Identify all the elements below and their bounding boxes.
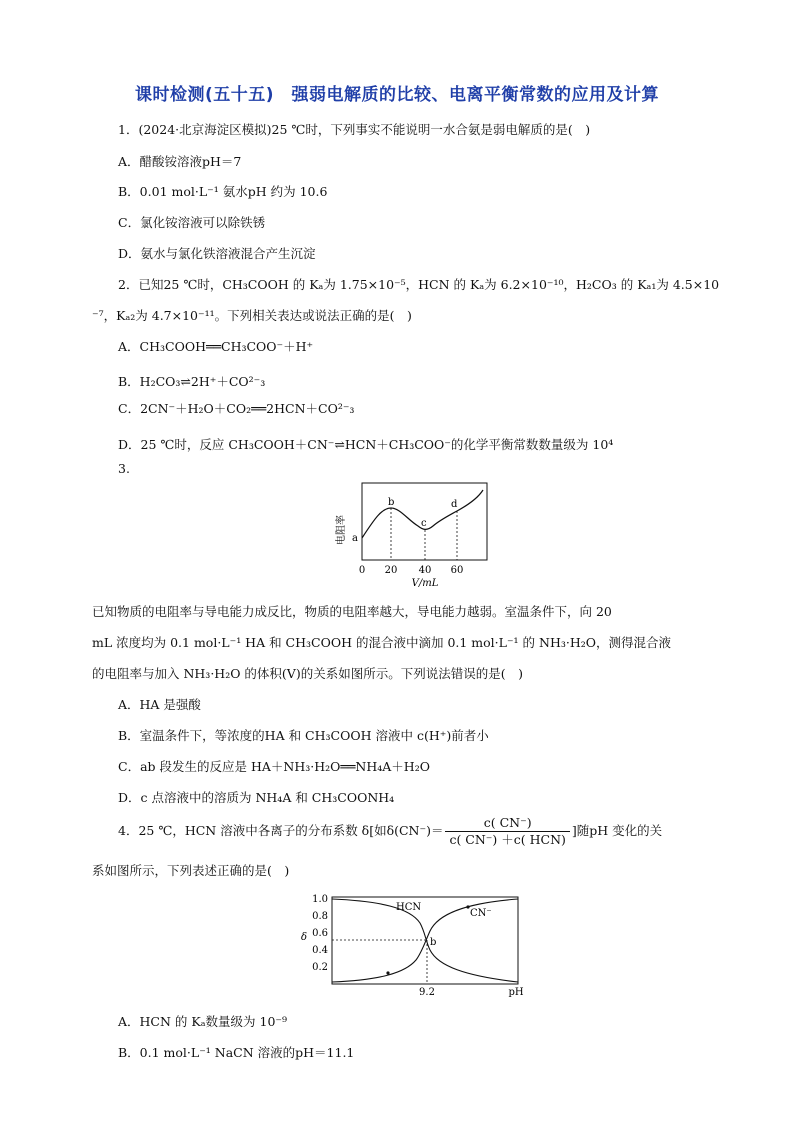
q4-point-b: b	[430, 937, 437, 948]
q3-stem-line1: 已知物质的电阻率与导电能力成反比，物质的电阻率越大，导电能力越弱。室温条件下，向 20	[92, 604, 612, 619]
q4-fig-xlabel: pH	[508, 987, 524, 998]
q3-fig-xlabel: V/mL	[411, 578, 439, 589]
q3-point-d: d	[451, 499, 458, 510]
q4-option-b: B．0.1 mol·L⁻¹ NaCN 溶液的pH＝11.1	[118, 1045, 355, 1060]
q2-option-c: C．2CN⁻＋H₂O＋CO₂══2HCN＋CO²⁻₃	[118, 401, 355, 416]
q2-option-d: D．25 ℃时，反应 CH₃COOH＋CN⁻⇌HCN＋CH₃COO⁻的化学平衡常数数量级为 10⁴	[118, 437, 614, 452]
q3-stem-line2: mL 浓度均为 0.1 mol·L⁻¹ HA 和 CH₃COOH 的混合液中滴加 0.1 mol·L⁻¹ 的 NH₃·H₂O，测得混合液	[92, 635, 671, 650]
q4-ytick-1: 1.0	[312, 894, 328, 905]
q4-fraction-numerator: c( CN⁻)	[445, 815, 569, 832]
q1-option-b: B．0.01 mol·L⁻¹ 氨水pH 约为 10.6	[118, 184, 328, 199]
q3-xtick-40: 40	[418, 565, 432, 576]
q3-number: 3.	[118, 461, 130, 476]
q3-stem-line3: 的电阻率与加入 NH₃·H₂O 的体积(V)的关系如图所示。下列说法错误的是( )	[92, 666, 523, 681]
page-title: 课时检测(五十五) 强弱电解质的比较、电离平衡常数的应用及计算	[134, 85, 660, 105]
q4-curve-cn-label: CN⁻	[470, 908, 492, 919]
q3-xtick-20: 20	[384, 565, 398, 576]
q3-resistivity-figure	[330, 478, 495, 590]
q4-option-a: A．HCN 的 Kₐ数量级为 10⁻⁹	[118, 1014, 288, 1029]
q4-ytick-5: 0.2	[312, 962, 328, 973]
q4-xtick-9-2: 9.2	[419, 987, 435, 998]
q1-stem: 1．(2024·北京海淀区模拟)25 ℃时，下列事实不能说明一水合氨是弱电解质的是( )	[118, 122, 591, 137]
q1-option-c: C．氯化铵溶液可以除铁锈	[118, 215, 266, 230]
q3-xtick-0: 0	[358, 565, 366, 576]
q3-option-c: C．ab 段发生的反应是 HA＋NH₃·H₂O══NH₄A＋H₂O	[118, 759, 430, 774]
q4-stem-line2: 系如图所示，下列表述正确的是( )	[92, 863, 290, 878]
q4-distribution-figure	[290, 888, 530, 1000]
q2-stem-line1: 2．已知25 ℃时，CH₃COOH 的 Kₐ为 1.75×10⁻⁵，HCN 的 Kₐ为 6.2×10⁻¹⁰，H₂CO₃ 的 Kₐ₁为 4.5×10	[118, 277, 720, 292]
q2-option-b: B．H₂CO₃⇌2H⁺＋CO²⁻₃	[118, 374, 266, 389]
q3-fig-ylabel: 电阻率	[336, 515, 347, 545]
q3-option-b: B．室温条件下，等浓度的HA 和 CH₃COOH 溶液中 c(H⁺)前者小	[118, 728, 489, 743]
q4-ytick-3: 0.6	[312, 928, 328, 939]
q1-option-d: D．氨水与氯化铁溶液混合产生沉淀	[118, 246, 316, 261]
q2-option-a: A．CH₃COOH══CH₃COO⁻＋H⁺	[118, 339, 314, 354]
q4-fig-ylabel: δ	[300, 932, 308, 943]
q4-fraction	[445, 815, 569, 848]
q4-stem-post: ]随pH 变化的关	[571, 823, 663, 838]
q3-option-a: A．HA 是强酸	[118, 697, 201, 712]
q4-stem-line1	[118, 815, 662, 848]
q3-point-b: b	[388, 497, 395, 508]
q3-option-d: D．c 点溶液中的溶质为 NH₄A 和 CH₃COONH₄	[118, 790, 395, 805]
q3-xtick-60: 60	[450, 565, 464, 576]
q4-fraction-denominator: c( CN⁻) ＋c( HCN)	[449, 832, 566, 847]
q4-curve-hcn-label: HCN	[396, 902, 422, 913]
q3-point-a: a	[352, 533, 358, 544]
q4-ytick-4: 0.4	[312, 945, 328, 956]
q1-option-a: A．醋酸铵溶液pH＝7	[118, 154, 242, 169]
q4-ytick-2: 0.8	[312, 911, 328, 922]
q2-stem-line2: ⁻⁷，Kₐ₂为 4.7×10⁻¹¹。下列相关表达或说法正确的是( )	[92, 308, 412, 323]
q4-stem-pre: 4．25 ℃，HCN 溶液中各离子的分布系数 δ[如δ(CN⁻)＝	[118, 823, 444, 838]
q3-point-c: c	[421, 518, 427, 529]
